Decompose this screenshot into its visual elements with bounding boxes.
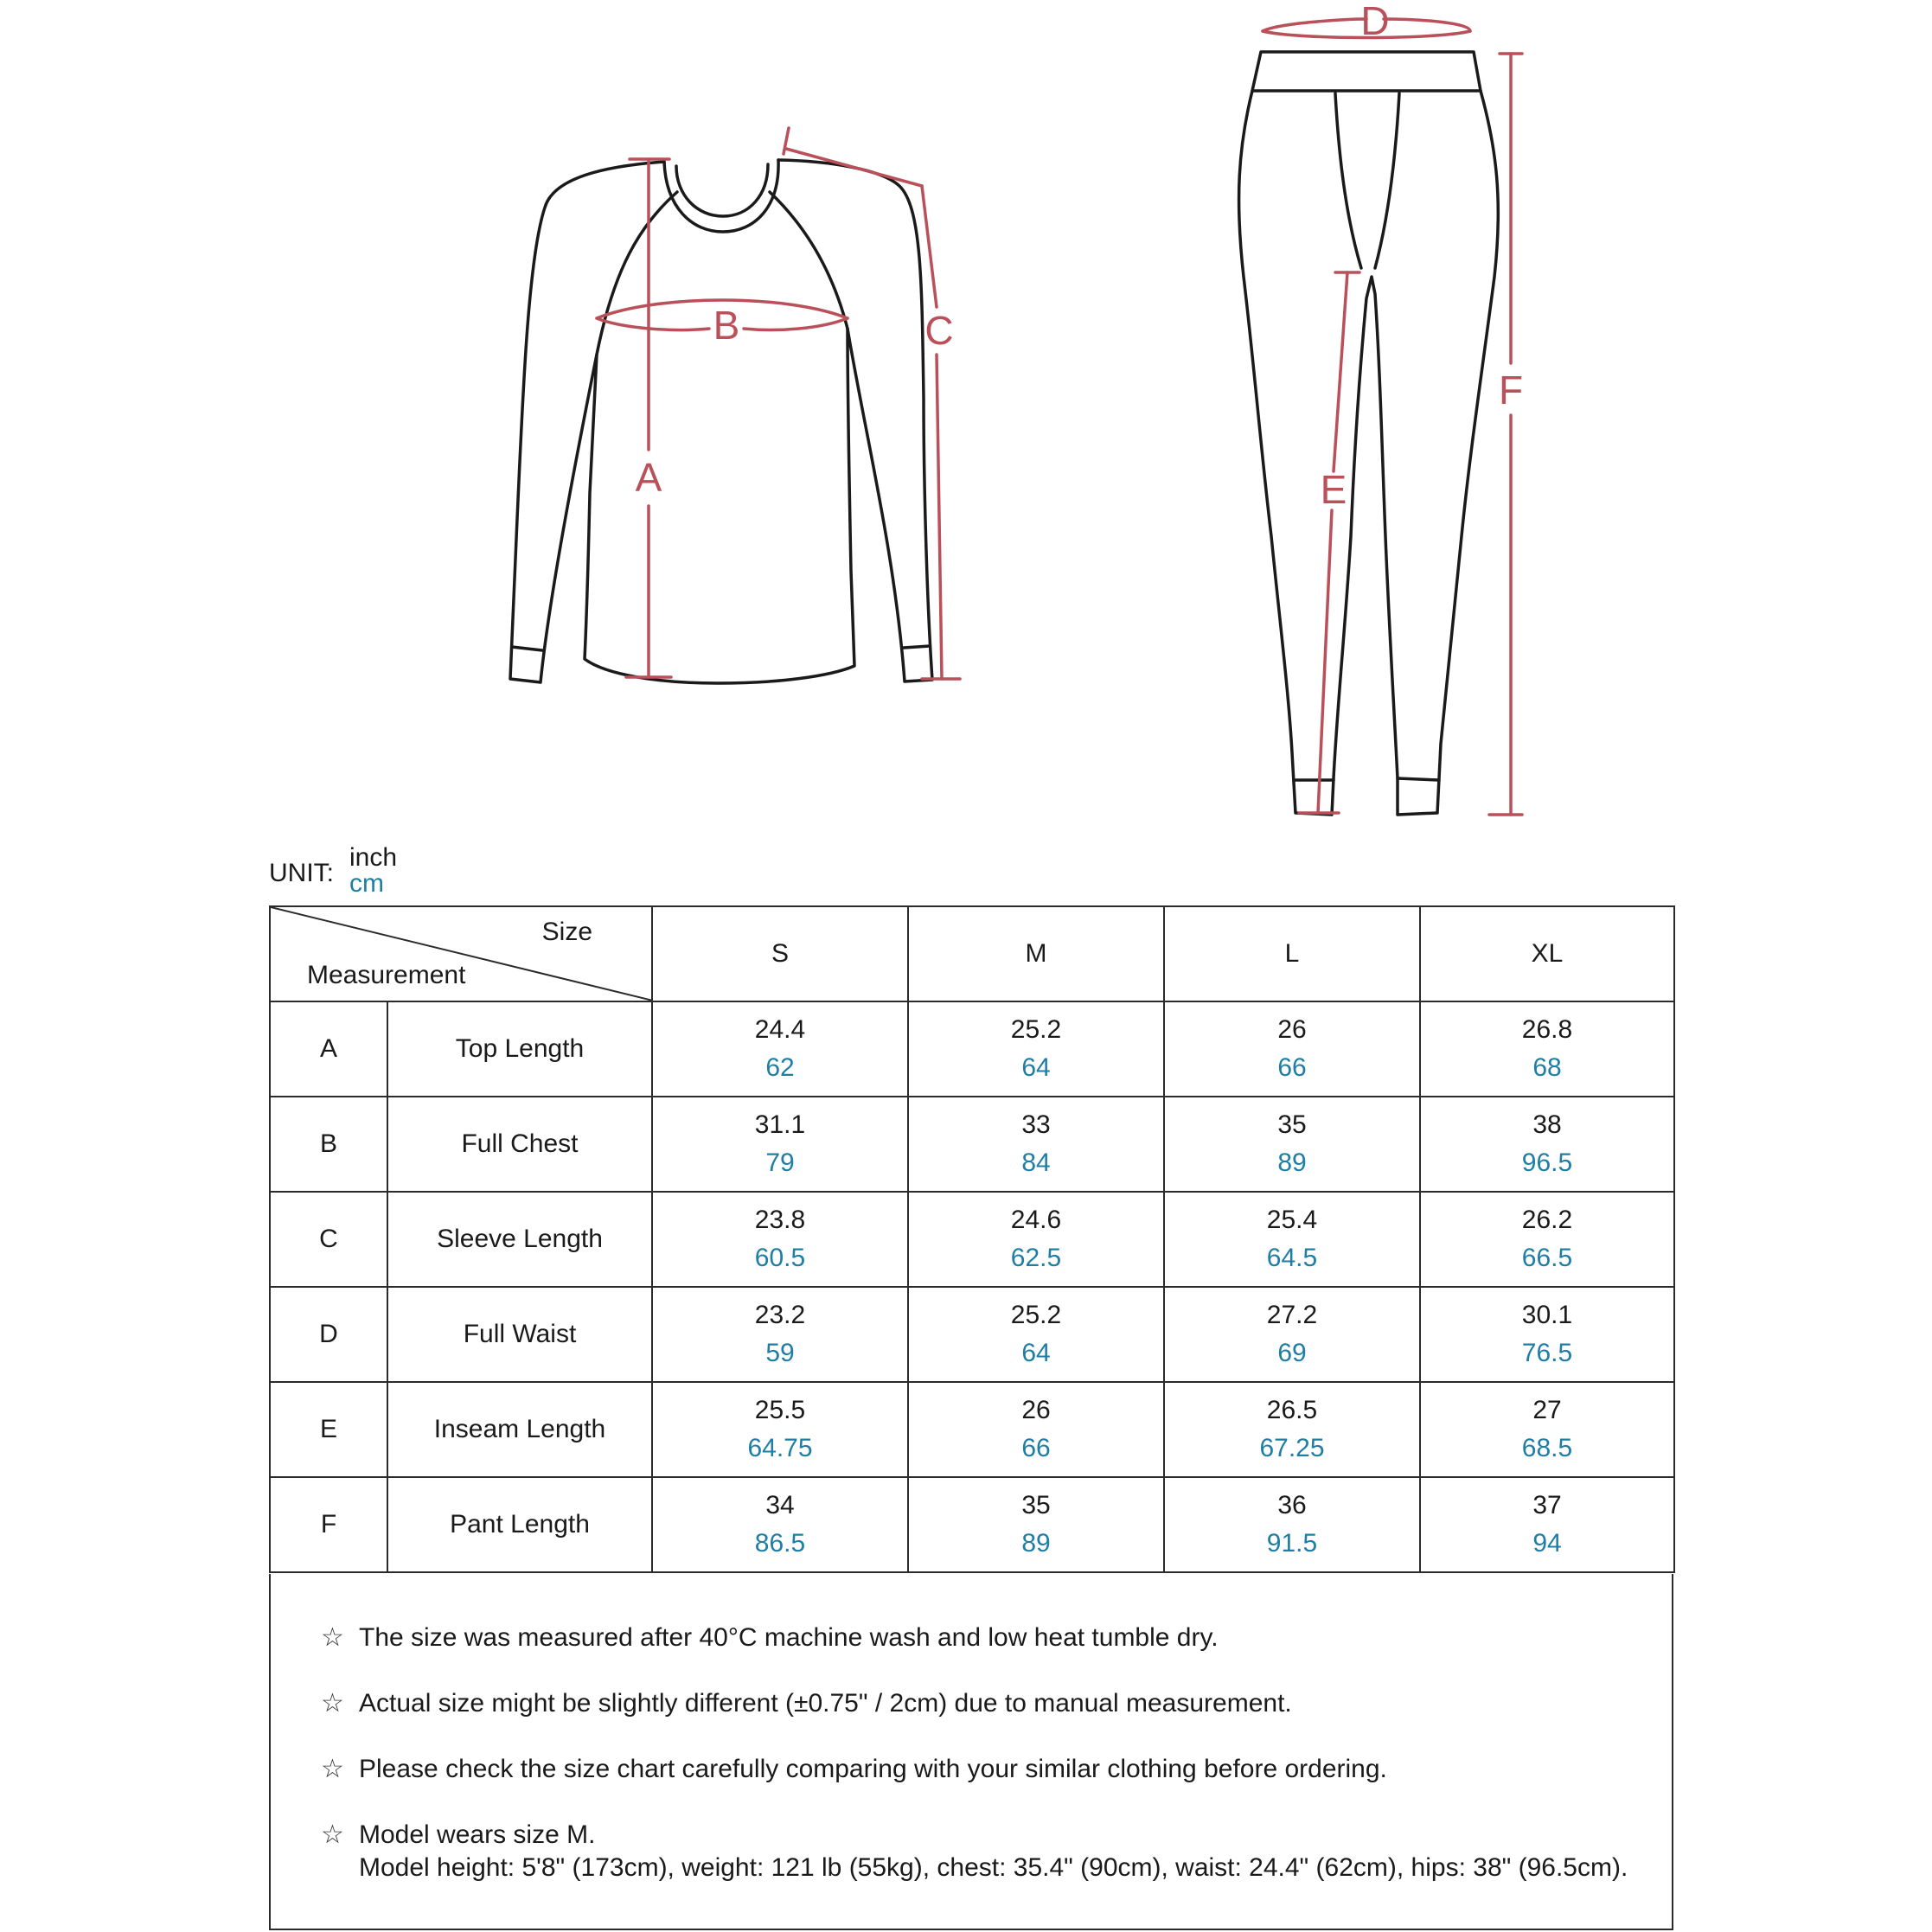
value-cell <box>652 1097 908 1192</box>
value-inch: 35 <box>1277 1110 1307 1139</box>
value-cell <box>908 1097 1164 1192</box>
star-icon: ☆ <box>321 1689 344 1718</box>
table-row <box>270 1001 1674 1097</box>
row-name: Sleeve Length <box>387 1192 652 1287</box>
value-cm: 76.5 <box>1521 1339 1573 1367</box>
value-cm: 60.5 <box>754 1244 806 1272</box>
row-code: C <box>270 1192 387 1287</box>
value-cell <box>1164 1382 1420 1477</box>
value-cell <box>1164 1001 1420 1097</box>
value-inch: 36 <box>1277 1491 1307 1519</box>
value-inch: 38 <box>1532 1110 1562 1139</box>
value-inch: 26 <box>1277 1015 1307 1044</box>
value-cm: 66.5 <box>1521 1244 1573 1272</box>
row-name: Full Waist <box>387 1287 652 1382</box>
note-item <box>321 1622 1219 1653</box>
value-cm: 96.5 <box>1521 1148 1573 1177</box>
value-cell <box>908 1477 1164 1572</box>
value-cell <box>1420 1477 1674 1572</box>
label-a: A <box>635 455 662 500</box>
measurement-guides <box>597 19 1522 815</box>
value-cm: 89 <box>1277 1148 1307 1177</box>
value-cell <box>652 1001 908 1097</box>
label-e: E <box>1320 467 1347 512</box>
value-inch: 34 <box>765 1491 795 1519</box>
value-cell <box>1164 1192 1420 1287</box>
value-inch: 24.4 <box>754 1015 806 1044</box>
row-name: Full Chest <box>387 1097 652 1192</box>
table-row <box>270 1477 1674 1572</box>
value-inch: 31.1 <box>754 1110 806 1139</box>
size-chart-table <box>269 905 1675 1573</box>
value-inch: 23.8 <box>754 1206 806 1234</box>
row-code: F <box>270 1477 387 1572</box>
value-cell <box>908 1192 1164 1287</box>
value-cm: 79 <box>765 1148 795 1177</box>
value-cell <box>1420 1001 1674 1097</box>
value-cell <box>652 1287 908 1382</box>
value-cm: 94 <box>1532 1529 1562 1558</box>
label-f: F <box>1498 368 1524 413</box>
row-name: Inseam Length <box>387 1382 652 1477</box>
value-inch: 26.8 <box>1521 1015 1573 1044</box>
table-row <box>270 1097 1674 1192</box>
value-cell <box>1420 1097 1674 1192</box>
value-cell <box>908 1001 1164 1097</box>
label-c: C <box>924 308 954 353</box>
size-header-s: S <box>652 906 908 1001</box>
value-cell <box>652 1477 908 1572</box>
size-header-xl: XL <box>1420 906 1674 1001</box>
table-corner-cell <box>270 906 652 1001</box>
value-cm: 64 <box>1021 1339 1051 1367</box>
value-cm: 68.5 <box>1521 1434 1573 1462</box>
row-code: D <box>270 1287 387 1382</box>
row-code: B <box>270 1097 387 1192</box>
value-inch: 24.6 <box>1010 1206 1062 1234</box>
value-cell <box>908 1382 1164 1477</box>
garment-measurement-diagram <box>0 0 1932 865</box>
value-cell <box>1164 1097 1420 1192</box>
table-row <box>270 1287 1674 1382</box>
table-row <box>270 1382 1674 1477</box>
unit-inch: inch <box>349 843 398 872</box>
value-cm: 62.5 <box>1010 1244 1062 1272</box>
value-cell <box>652 1192 908 1287</box>
row-code: A <box>270 1001 387 1097</box>
row-code: E <box>270 1382 387 1477</box>
value-cm: 64.75 <box>747 1434 813 1462</box>
value-inch: 25.2 <box>1010 1015 1062 1044</box>
value-cell <box>908 1287 1164 1382</box>
value-cm: 66 <box>1277 1053 1307 1082</box>
measurement-letters <box>636 0 1523 512</box>
value-inch: 23.2 <box>754 1301 806 1329</box>
size-header-m: M <box>908 906 1164 1001</box>
star-icon: ☆ <box>321 1623 344 1652</box>
table-header-row <box>270 906 1674 1001</box>
value-cell <box>1164 1477 1420 1572</box>
size-header-l: L <box>1164 906 1420 1001</box>
value-inch: 26.2 <box>1521 1206 1573 1234</box>
note-text: Actual size might be slightly different (±0.75" / 2cm) due to manual measurement. <box>359 1689 1292 1718</box>
value-cm: 68 <box>1532 1053 1562 1082</box>
value-cm: 86.5 <box>754 1529 806 1558</box>
value-inch: 25.5 <box>754 1396 806 1424</box>
star-icon: ☆ <box>321 1755 344 1783</box>
value-cm: 69 <box>1277 1339 1307 1367</box>
value-cm: 64 <box>1021 1053 1051 1082</box>
notes-box <box>269 1574 1673 1930</box>
value-inch: 26 <box>1021 1396 1051 1424</box>
note-text: Model wears size M. <box>359 1820 596 1849</box>
value-inch: 35 <box>1021 1491 1051 1519</box>
value-cm: 84 <box>1021 1148 1051 1177</box>
unit-cm: cm <box>349 869 384 898</box>
value-cm: 89 <box>1021 1529 1051 1558</box>
corner-size-label: Size <box>541 918 592 946</box>
value-cm: 59 <box>765 1339 795 1367</box>
label-b: B <box>713 303 740 348</box>
unit-label: UNIT: <box>269 859 334 887</box>
value-cell <box>1420 1192 1674 1287</box>
note-text: The size was measured after 40°C machine wash and low heat tumble dry. <box>359 1623 1219 1652</box>
value-inch: 30.1 <box>1521 1301 1573 1329</box>
note-text: Please check the size chart carefully comparing with your similar clothing before ordering. <box>359 1755 1387 1783</box>
value-cm: 67.25 <box>1259 1434 1325 1462</box>
row-name: Top Length <box>387 1001 652 1097</box>
value-inch: 33 <box>1021 1110 1051 1139</box>
label-d: D <box>1360 0 1390 43</box>
value-cell <box>1164 1287 1420 1382</box>
value-cell <box>1420 1382 1674 1477</box>
note-item <box>321 1754 1387 1784</box>
table-row <box>270 1192 1674 1287</box>
star-icon: ☆ <box>321 1820 344 1849</box>
value-cm: 62 <box>765 1053 795 1082</box>
value-inch: 25.2 <box>1010 1301 1062 1329</box>
value-inch: 27 <box>1532 1396 1562 1424</box>
model-details: Model height: 5'8" (173cm), weight: 121 lb (55kg), chest: 35.4" (90cm), waist: 24.4" (62cm), hips: 38" (96.5cm). <box>359 1853 1628 1882</box>
corner-measurement-label: Measurement <box>307 961 466 989</box>
row-name: Pant Length <box>387 1477 652 1572</box>
value-inch: 25.4 <box>1266 1206 1318 1234</box>
top-garment-outline <box>510 160 932 683</box>
value-inch: 26.5 <box>1266 1396 1318 1424</box>
value-cm: 66 <box>1021 1434 1051 1462</box>
pants-garment-outline <box>1239 52 1499 815</box>
value-cell <box>1420 1287 1674 1382</box>
note-item <box>321 1820 1628 1883</box>
value-cm: 64.5 <box>1266 1244 1318 1272</box>
value-cm: 91.5 <box>1266 1529 1318 1558</box>
value-inch: 37 <box>1532 1491 1562 1519</box>
value-inch: 27.2 <box>1266 1301 1318 1329</box>
note-item <box>321 1688 1292 1718</box>
value-cell <box>652 1382 908 1477</box>
